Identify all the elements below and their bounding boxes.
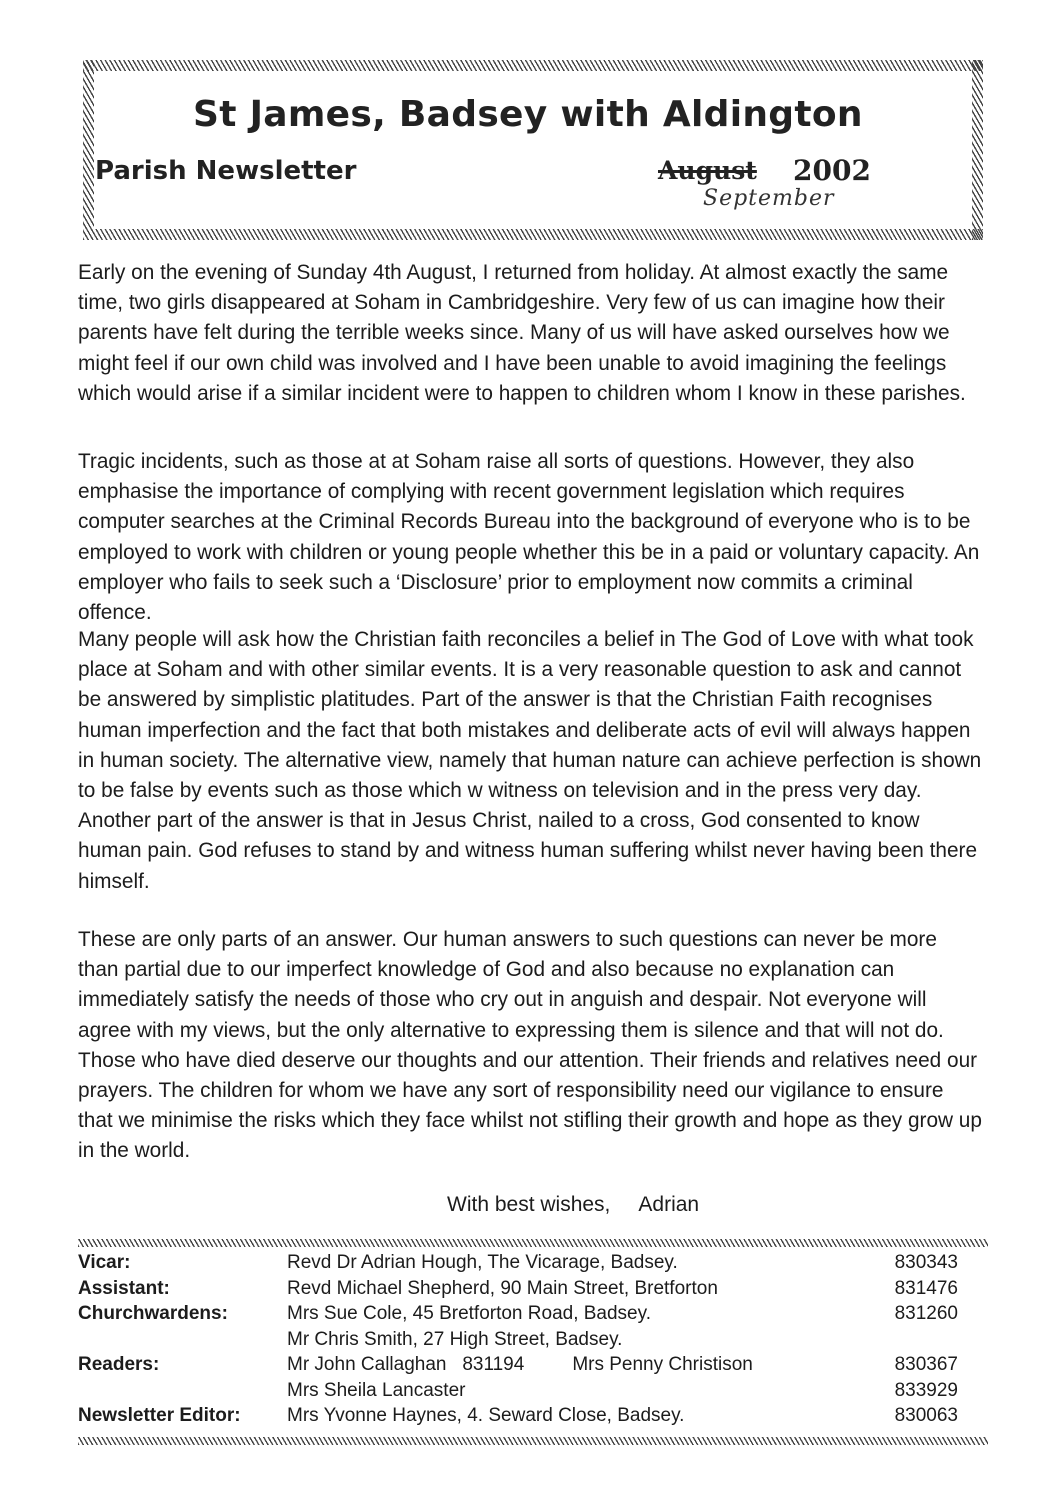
contact-detail: Revd Dr Adrian Hough, The Vicarage, Badsey. (287, 1252, 678, 1273)
contact-row (78, 1252, 988, 1278)
contact-role: Churchwardens: (78, 1303, 228, 1324)
newsletter-subtitle: Parish Newsletter (95, 156, 357, 186)
struck-month: August (658, 156, 757, 185)
letter-paragraph: Many people will ask how the Christian faith reconciles a belief in The God of Love with what took place at Soham and with other similar events. It is a very reasonable question to ask and cannot be answered by simplistic platitudes. Part of the answer is that the Christian Faith recognises human imperfection and the fact that both mistakes and deliberate acts of evil will always happen in human society. The alternative view, namely that human nature can achieve perfection is shown to be false by events such as those which w witness on television and in the press very day. Another part of the answer is that in Jesus Christ, nailed to a cross, God consented to know human pain. God refuses to stand by and witness human suffering whilst never having been there himself. (78, 628, 982, 893)
masthead (83, 60, 983, 240)
issue-year: 2002 (793, 154, 871, 187)
contact-role: Newsletter Editor: (78, 1405, 241, 1426)
letter-paragraph: Tragic incidents, such as those at at Soham raise all sorts of questions. However, they also emphasise the importance of complying with recent government legislation which requires computer searches at the Criminal Records Bureau into the background of everyone who is to be employed to work with children or young people whether this be in a paid or voluntary capacity. An employer who fails to seek such a ‘Disclosure’ prior to employment now commits a criminal offence. (78, 450, 980, 625)
contact-detail-part: Mrs Penny Christison (572, 1354, 753, 1375)
contact-detail-part: Mr John Callaghan 831194 (287, 1354, 525, 1375)
masthead-border-bottom (83, 229, 983, 240)
sign-off (447, 1193, 699, 1217)
contact-detail: Mr Chris Smith, 27 High Street, Badsey. (287, 1328, 623, 1350)
contact-phone: 833929 (894, 1379, 958, 1401)
contact-row (78, 1405, 988, 1431)
contact-row (78, 1380, 988, 1406)
letter-paragraph: These are only parts of an answer. Our human answers to such questions can never be more than partial due to our imperfect knowledge of God and also because no explanation can immediately satisfy the needs of those who cry out in anguish and despair. Not everyone will agree with my views, but the only alternative to expressing them is silence and that will not do. Those who have died deserve our thoughts and our attention. Their friends and relatives need our prayers. The children for whom we have any sort of responsibility need our vigilance to ensure that we minimise the risks which they face whilst not stifling their growth and hope as they grow up in the world. (78, 928, 982, 1163)
contact-role: Readers: (78, 1354, 160, 1375)
contact-phone: 831260 (894, 1303, 958, 1324)
contact-role (78, 1329, 287, 1355)
contact-row (78, 1329, 988, 1355)
contact-detail: Mrs Sheila Lancaster (287, 1379, 466, 1401)
contact-role: Assistant: (78, 1277, 170, 1299)
contacts-border-bottom (78, 1437, 988, 1445)
contact-phone: 830343 (894, 1252, 958, 1273)
contact-detail (287, 1354, 867, 1380)
letter-paragraph: Early on the evening of Sunday 4th August, I returned from holiday. At almost exactly the same time, two girls disappeared at Soham in Cambridgeshire. Very few of us can imagine how their parents have felt during the terrible weeks since. Many of us will have asked ourselves how we might feel if our own child was involved and I have been unable to avoid imagining the feelings which would arise if a similar incident were to happen to children whom I know in these parishes. (78, 261, 966, 405)
closing-text: With best wishes, (447, 1193, 611, 1216)
contact-phone: 830367 (894, 1354, 958, 1375)
contact-detail: Mrs Yvonne Haynes, 4. Seward Close, Badsey. (287, 1405, 685, 1426)
masthead-border-right (972, 60, 983, 240)
contact-row (78, 1303, 988, 1329)
contact-role: Vicar: (78, 1252, 131, 1273)
contact-detail: Mrs Sue Cole, 45 Bretforton Road, Badsey. (287, 1303, 651, 1324)
contact-role (78, 1380, 287, 1406)
signature: Adrian (638, 1193, 700, 1216)
contact-phone (867, 1329, 988, 1355)
contacts-border-top (78, 1239, 988, 1247)
contact-row (78, 1354, 988, 1380)
contacts-table (78, 1252, 988, 1431)
contact-phone: 830063 (894, 1405, 958, 1426)
masthead-border-left (83, 60, 94, 240)
newsletter-title: St James, Badsey with Aldington (193, 94, 863, 135)
masthead-border-top (83, 60, 983, 71)
contact-detail: Revd Michael Shepherd, 90 Main Street, Bretforton (287, 1277, 718, 1299)
handwritten-month: September (703, 186, 835, 211)
contact-row (78, 1278, 988, 1304)
contact-phone: 831476 (894, 1277, 958, 1299)
